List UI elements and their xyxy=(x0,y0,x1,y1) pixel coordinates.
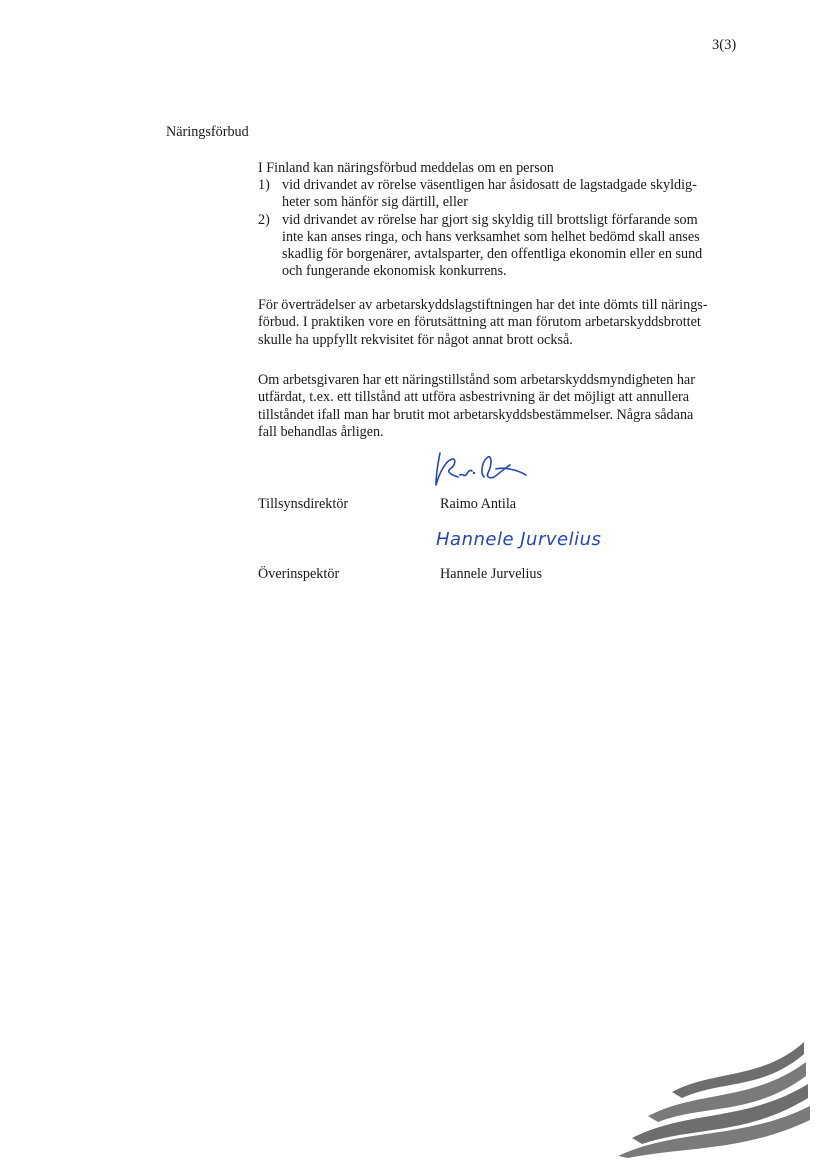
page-number: 3(3) xyxy=(712,37,737,53)
list-item xyxy=(258,177,758,212)
signature-raimo-antila xyxy=(430,447,540,491)
signature-name-2: Hannele Jurvelius xyxy=(440,566,543,582)
numbered-list xyxy=(258,177,758,281)
list-item-number: 1) xyxy=(258,177,270,193)
paragraph-violations: För överträdelser av arbetarskyddslagstiftningen har det inte dömts till närings- förbud. I praktiken vore en förutsättning att man förutom arbetarskyddsbrottet skulle ha uppfyllt rekvisitet för något annat brott också. xyxy=(258,297,708,348)
list-item-text: vid drivandet av rörelse har gjort sig skyldig till brottsligt förfarande som inte kan anses ringa, och hans verksamhet som helhet bedömd skall anses skadlig för borgenärer, avtalsparter, den offentliga ekonomin eller en sund och fungerande ekonomisk konkurrens. xyxy=(282,211,703,280)
list-item xyxy=(258,212,758,281)
wave-logo xyxy=(612,1040,812,1158)
signature-title-2: Överinspektör xyxy=(258,566,340,582)
list-item-number: 2) xyxy=(258,211,270,228)
section-heading: Näringsförbud xyxy=(166,124,249,140)
paragraph-permits: Om arbetsgivaren har ett näringstillstånd som arbetarskyddsmyndigheten har utfärdat, t.ex. ett tillstånd att utföra asbestrivning är det möjligt att annullera tillståndet ifall man har brutit mot arbetarskyddsbestämmelser. Några sådana fall behandlas årligen. xyxy=(258,372,695,440)
signature-name-1: Raimo Antila xyxy=(440,496,517,512)
list-item-text: vid drivandet av rörelse väsentligen har åsidosatt de lagstadgade skyldig- heter som hänför sig därtill, eller xyxy=(282,177,697,211)
signature-title-1: Tillsynsdirektör xyxy=(258,496,349,512)
signature-hannele-jurvelius: Hannele Jurvelius xyxy=(436,529,602,550)
intro-paragraph: I Finland kan näringsförbud meddelas om en person xyxy=(258,160,554,176)
